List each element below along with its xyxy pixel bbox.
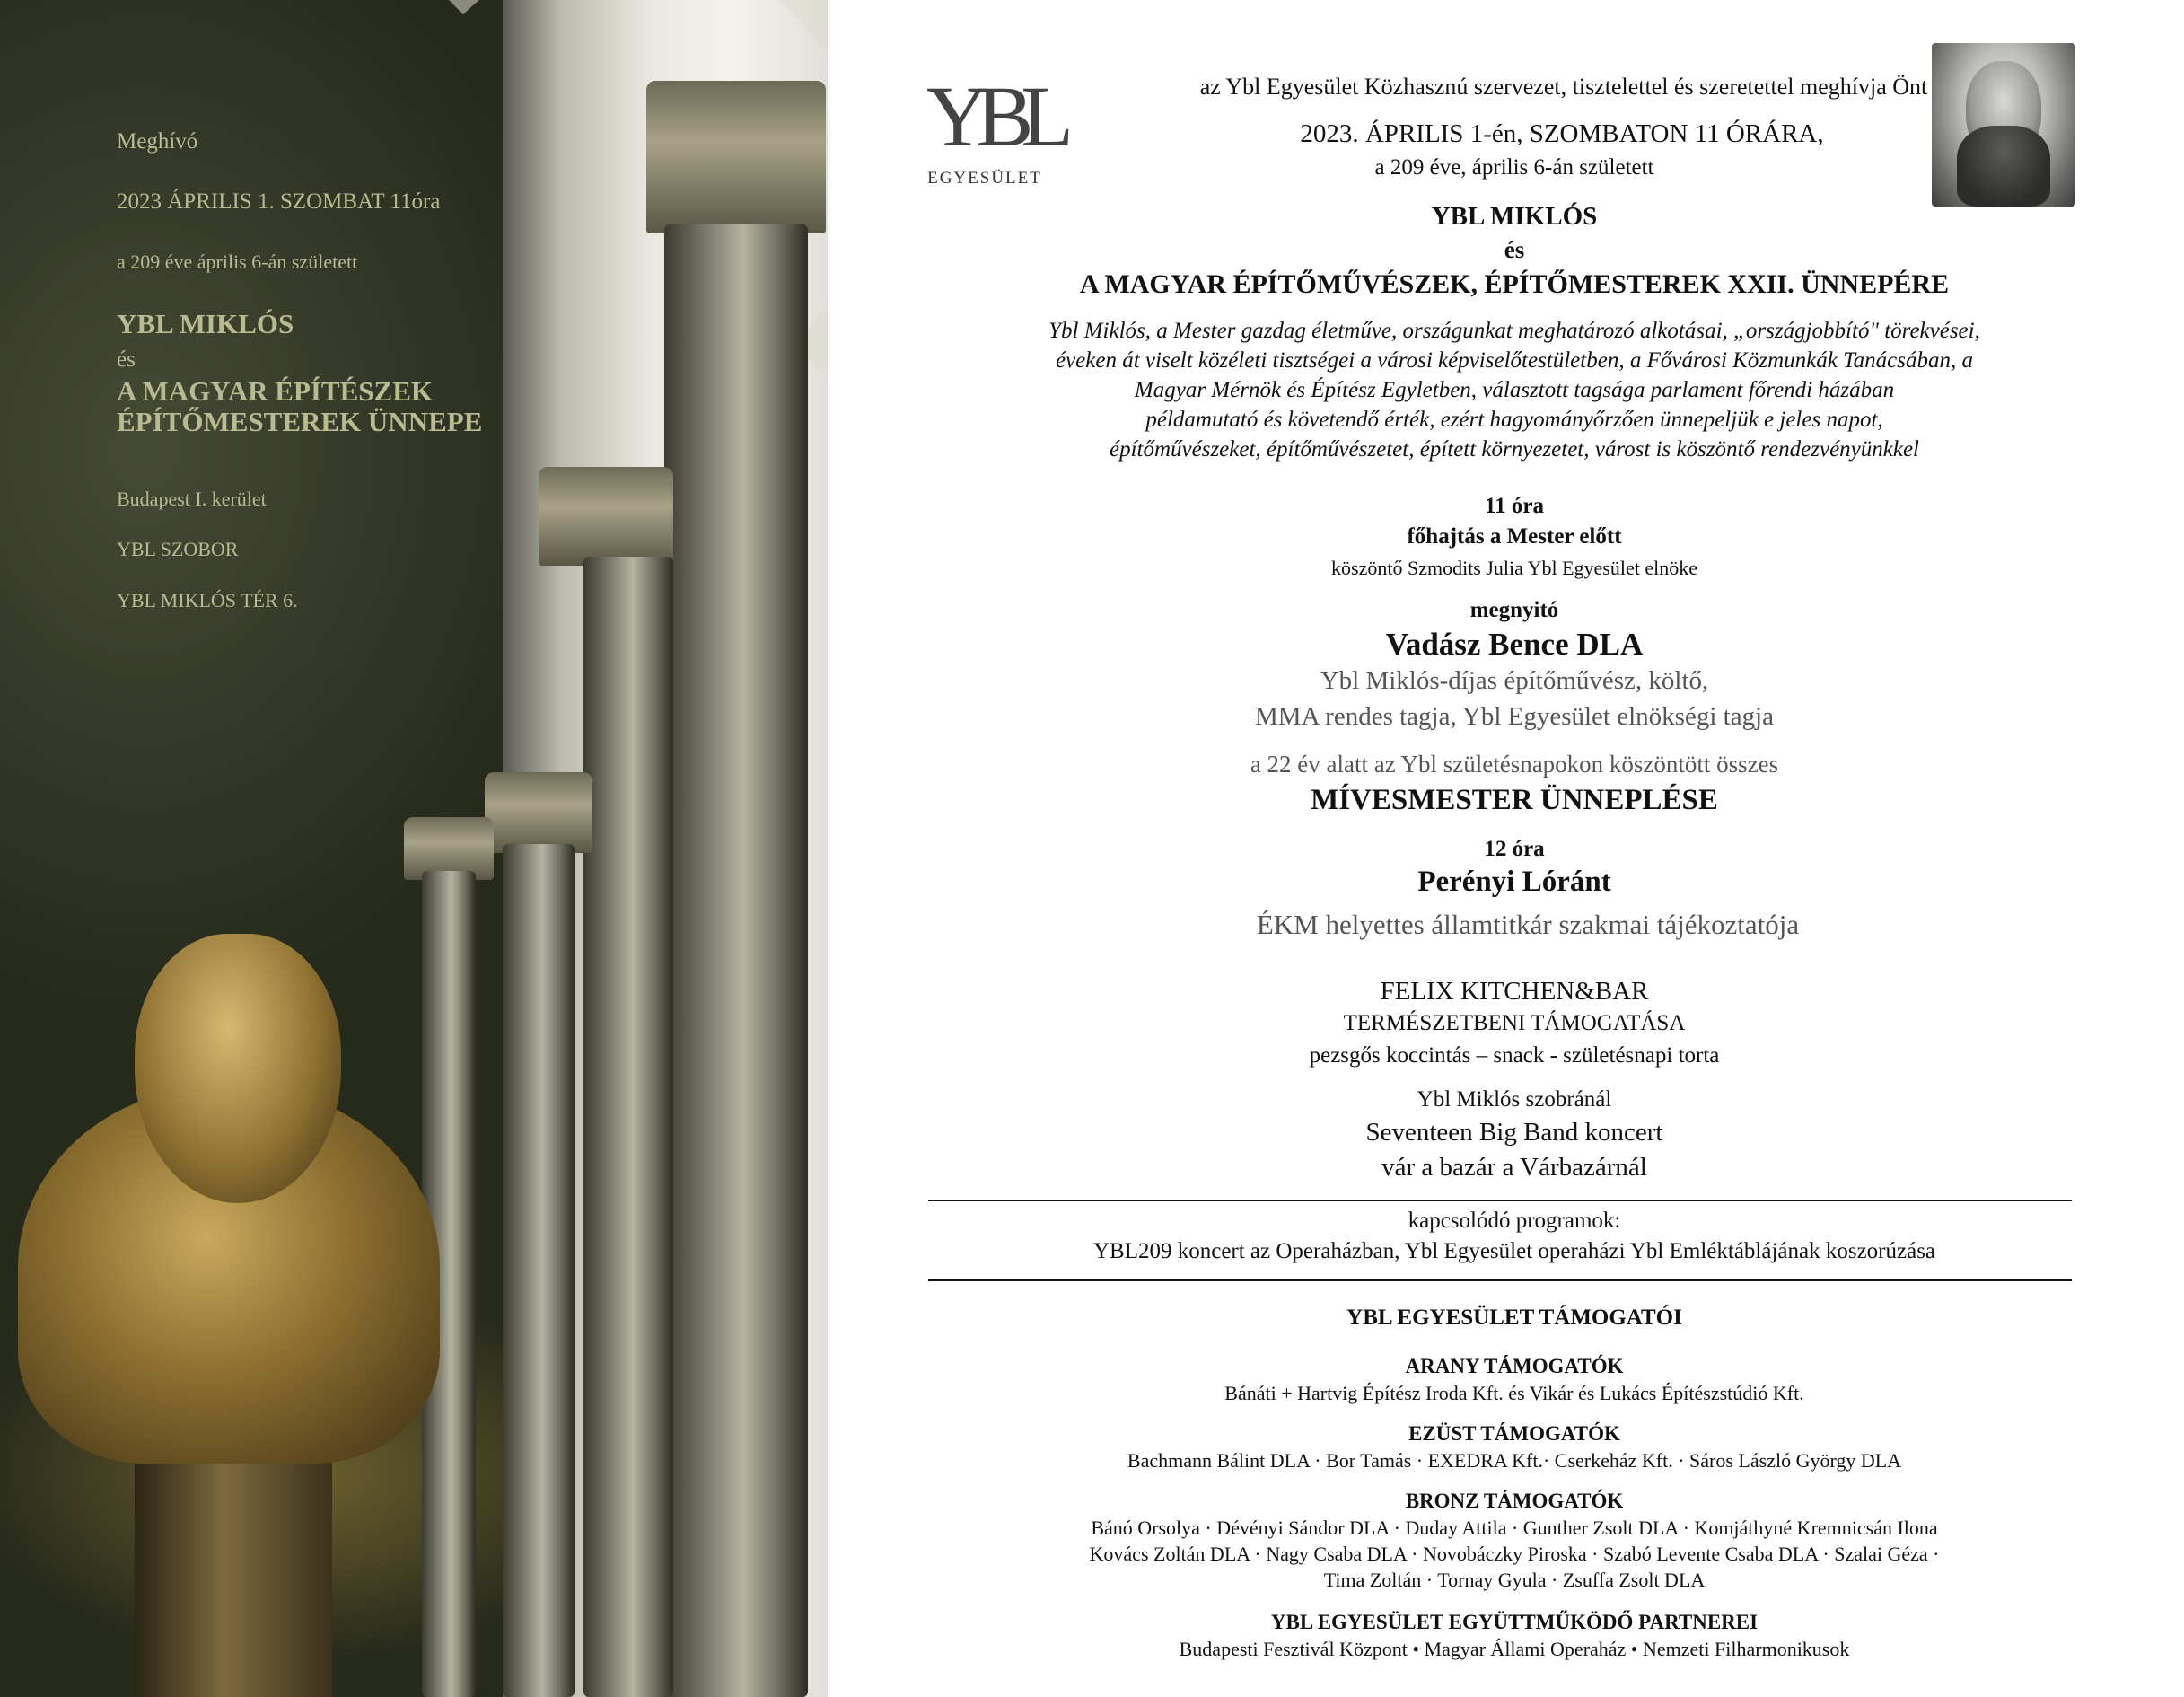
divider-top xyxy=(928,1200,2072,1201)
logo-wordmark: EGYESÜLET xyxy=(927,169,1042,188)
gold-supporters: Bánáti + Hartvig Építész Iroda Kft. és Vikár és Lukács Építészstúdió Kft. xyxy=(1224,1382,1804,1404)
masters-title: MÍVESMESTER ÜNNEPLÉSE xyxy=(1311,784,1718,816)
concert: Seventeen Big Band koncert xyxy=(1365,1118,1663,1147)
column-capital xyxy=(646,81,826,233)
related-label: kapcsolódó programok: xyxy=(1408,1209,1621,1233)
supporters-heading: YBL EGYESÜLET TÁMOGATÓI xyxy=(1346,1306,1682,1330)
header-name: YBL MIKLÓS xyxy=(1431,202,1598,231)
program-tribute: főhajtás a Mester előtt xyxy=(1407,524,1622,549)
program-time-12: 12 óra xyxy=(1484,837,1545,861)
logo-mark: YBL xyxy=(926,68,1061,164)
bust-pedestal xyxy=(135,1455,332,1697)
speaker2-role: ÉKM helyettes államtitkár szakmai tájékoztatója xyxy=(1256,909,1800,940)
cover-photo-panel xyxy=(0,0,828,1697)
speaker-role-line-1: Ybl Miklós-díjas építőművész, költő, xyxy=(1320,666,1709,695)
cover-born: a 209 éve április 6-án született xyxy=(117,251,358,273)
partners: Budapesti Fesztivál Központ • Magyar Állami Operaház • Nemzeti Filharmonikusok xyxy=(1179,1638,1850,1660)
ybl-logo xyxy=(926,68,1061,189)
bronze-supporters-line: Tima Zoltán · Tornay Gyula · Zsuffa Zsolt DLA xyxy=(1323,1569,1706,1591)
speaker-role-line-2: MMA rendes tagja, Ybl Egyesület elnökségi tagja xyxy=(1255,702,1774,731)
speaker2-name: Perényi Lóránt xyxy=(1417,866,1611,898)
intro-line: Magyar Mérnök és Építész Egyletben, választott tagsága parlament főrendi házában xyxy=(1134,378,1895,402)
program-time-11: 11 óra xyxy=(1485,494,1544,518)
cover-date: 2023 ÁPRILIS 1. SZOMBAT 11óra xyxy=(117,189,441,214)
invite-label: Meghívó xyxy=(117,129,198,154)
event-title: A MAGYAR ÉPÍTŐMŰVÉSZEK, ÉPÍTŐMESTEREK XXII. ÜNNEPÉRE xyxy=(1079,269,1950,299)
bronze-supporters-line: Bánó Orsolya · Dévényi Sándor DLA · Duday Attila · Gunther Zsolt DLA · Komjáthyné Kremnicsán Ilona xyxy=(1091,1517,1938,1539)
gold-supporters-title: ARANY TÁMOGATÓK xyxy=(1405,1355,1624,1377)
program-opening-label: megnyitó xyxy=(1469,598,1559,622)
invitation-text-panel xyxy=(828,0,2184,1697)
header-born: a 209 éve, április 6-án született xyxy=(1374,155,1654,180)
speaker-name: Vadász Bence DLA xyxy=(1385,627,1644,662)
cover-statue: YBL SZOBOR xyxy=(117,538,239,560)
column xyxy=(664,224,808,1697)
cover-title-line-1: A MAGYAR ÉPÍTÉSZEK xyxy=(117,375,433,407)
bronze-supporters-line: Kovács Zoltán DLA · Nagy Csaba DLA · Novobáczky Piroska · Szabó Levente Csaba DLA · Szalai Géza · xyxy=(1089,1543,1940,1565)
bazaar: vár a bazár a Várbazárnál xyxy=(1381,1153,1647,1182)
intro-line: példamutató és követendő érték, ezért hagyományőrzően ünnepeljük e jeles napot, xyxy=(1145,408,1883,432)
column-capital xyxy=(485,772,592,853)
portrait-beard xyxy=(1957,126,2050,207)
sponsor-name: FELIX KITCHEN&BAR xyxy=(1380,977,1649,1006)
intro-line: építőművészeket, építőművészetet, épített környezetet, várost is köszöntő rendezvényünkkel xyxy=(1109,437,1920,462)
program-greeting: köszöntő Szmodits Julia Ybl Egyesület elnöke xyxy=(1331,557,1697,579)
intro-line: éveken át viselt közéleti tisztségei a városi képviselőtestületben, a Fővárosi Közmunkák Tanácsában, a xyxy=(1055,348,1974,373)
partners-title: YBL EGYESÜLET EGYÜTTMŰKÖDŐ PARTNEREI xyxy=(1270,1611,1759,1633)
intro-line: Ybl Miklós, a Mester gazdag életműve, országunkat meghatározó alkotásai, „országjobbító" törekvései, xyxy=(1048,319,1980,343)
header-and: és xyxy=(1504,236,1525,263)
divider-bottom xyxy=(928,1279,2072,1281)
column xyxy=(583,557,673,1697)
masters-intro: a 22 év alatt az Ybl születésnapokon köszöntött összes xyxy=(1250,751,1779,778)
catering: pezsgős koccintás – snack - születésnapi torta xyxy=(1309,1043,1720,1068)
cover-address: YBL MIKLÓS TÉR 6. xyxy=(117,589,298,611)
cover-district: Budapest I. kerület xyxy=(117,488,267,510)
sponsor-support: TERMÉSZETBENI TÁMOGATÁSA xyxy=(1343,1011,1686,1035)
header-line-1: az Ybl Egyesület Közhasznú szervezet, tisztelettel és szeretettel meghívja Önt xyxy=(1199,74,1928,100)
silver-supporters: Bachmann Bálint DLA · Bor Tamás · EXEDRA Kft.· Cserkeház Kft. · Sáros László György DLA xyxy=(1127,1449,1902,1472)
related-programs: YBL209 koncert az Operaházban, Ybl Egyesület operaházi Ybl Emléktáblájának koszorúzása xyxy=(1092,1239,1936,1263)
bronze-bust-head xyxy=(135,934,341,1203)
column xyxy=(503,844,575,1697)
column-capital xyxy=(539,467,673,566)
concert-location: Ybl Miklós szobránál xyxy=(1417,1087,1612,1112)
cover-title-line-2: ÉPÍTŐMESTEREK ÜNNEPE xyxy=(117,406,483,437)
cover-and: és xyxy=(117,347,136,372)
silver-supporters-title: EZÜST TÁMOGATÓK xyxy=(1408,1422,1620,1445)
header-date: 2023. ÁPRILIS 1-én, SZOMBATON 11 ÓRÁRA, xyxy=(1300,119,1824,148)
cover-name: YBL MIKLÓS xyxy=(117,308,294,339)
bronze-supporters-title: BRONZ TÁMOGATÓK xyxy=(1405,1490,1624,1512)
ybl-portrait xyxy=(1932,43,2075,207)
